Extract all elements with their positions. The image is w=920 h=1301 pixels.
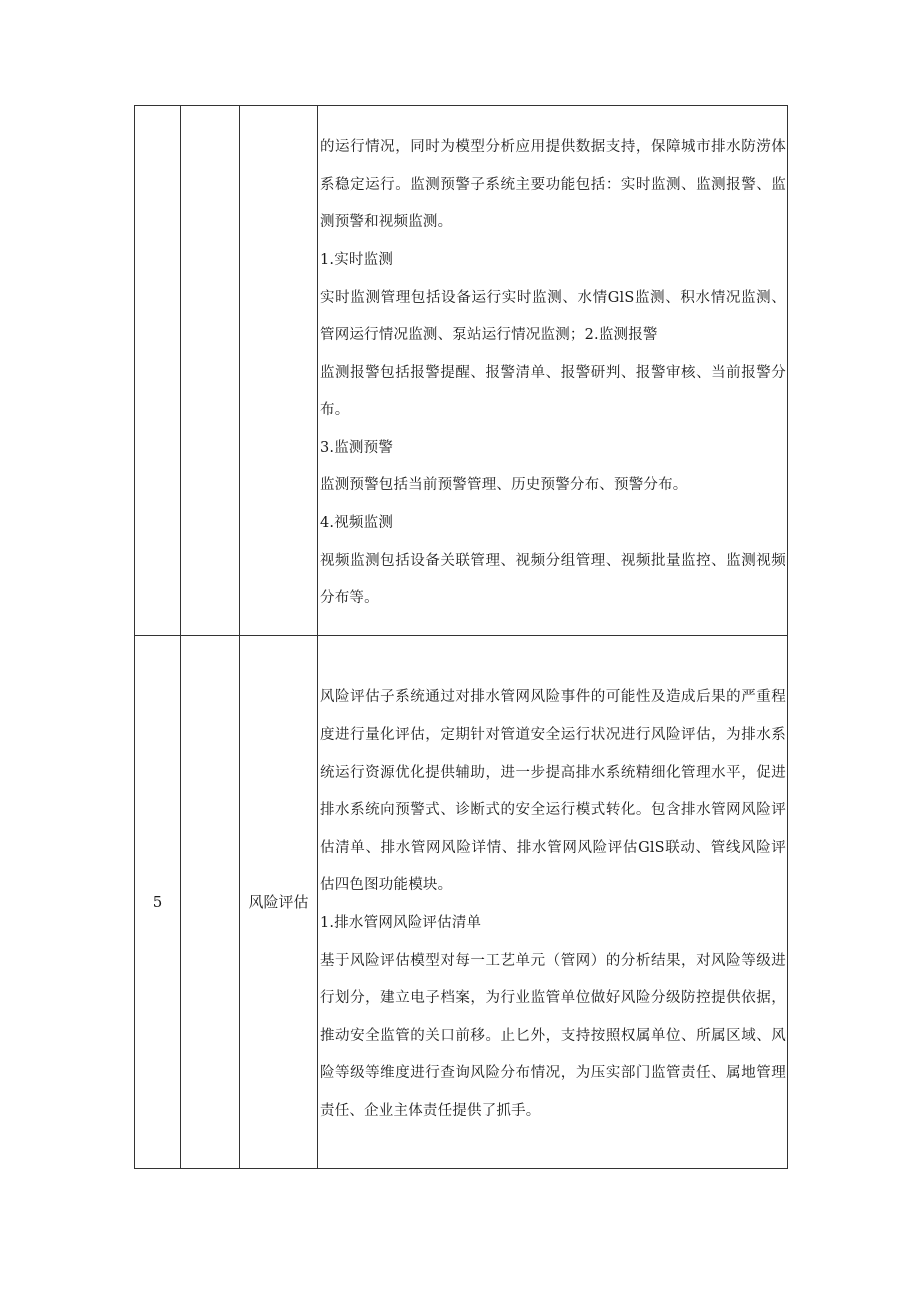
description-paragraph: 监测预警包括当前预警管理、历史预警分布、预警分布。 — [320, 477, 688, 494]
description-paragraph: 监测报警包括报警提醒、报警清单、报警研判、报警审核、当前报警分布。 — [320, 364, 786, 419]
blank-cell — [181, 636, 240, 1169]
description-heading: 3.监测预警 — [320, 439, 394, 456]
table-row — [135, 106, 788, 636]
description-paragraph: 视频监测包括设备关联管理、视频分组管理、视频批量监控、监测视频分布等。 — [320, 552, 786, 607]
table-row — [135, 636, 788, 1169]
description-heading: 1.实时监测 — [320, 251, 394, 268]
row-number — [135, 106, 181, 636]
description-heading: 1.排水管网风险评估清单 — [320, 915, 482, 931]
module-name — [240, 106, 318, 636]
description-paragraph: 的运行情况，同时为模型分析应用提供数据支持，保障城市排水防涝体系稳定运行。监测预警子系统主要功能包括：实时监测、监测报警、监测预警和视频监测。 — [320, 139, 786, 231]
module-name: 风险评估 — [240, 636, 318, 1169]
description-paragraph: 风险评估子系统通过对排水管网风险事件的可能性及造成后果的严重程度进行量化评估，定期针对管道安全运行状况进行风险评估，为排水系统运行资源优化提供辅助，进一步提高排水系统精细化管理水平，促进排水系统向预警式、诊断式的安全运行模式转化。包含排水管网风险评估清单、排水管网风险详情、排水管网风险评估GlS联动、管线风险评估四色图功能模块。 — [320, 689, 786, 894]
description-heading: 4.视频监测 — [320, 515, 394, 532]
row-number: 5 — [135, 636, 181, 1169]
description-paragraph: 基于风险评估模型对每一工艺单元（管网）的分析结果，对风险等级进行划分，建立电子档案，为行业监管单位做好风险分级防控提供依据，推动安全监管的关口前移。止匕外，支持按照权属单位、所属区域、风险等级等维度进行查询风险分布情况，为压实部门监管责任、属地管理责任、企业主体责任提供了抓手。 — [320, 952, 786, 1119]
module-description — [318, 636, 788, 1169]
blank-cell — [181, 106, 240, 636]
spec-table — [134, 105, 788, 1169]
module-description — [318, 106, 788, 636]
description-paragraph: 实时监测管理包括设备运行实时监测、水情GlS监测、积水情况监测、管网运行情况监测、泵站运行情况监测；2.监测报警 — [320, 289, 786, 344]
